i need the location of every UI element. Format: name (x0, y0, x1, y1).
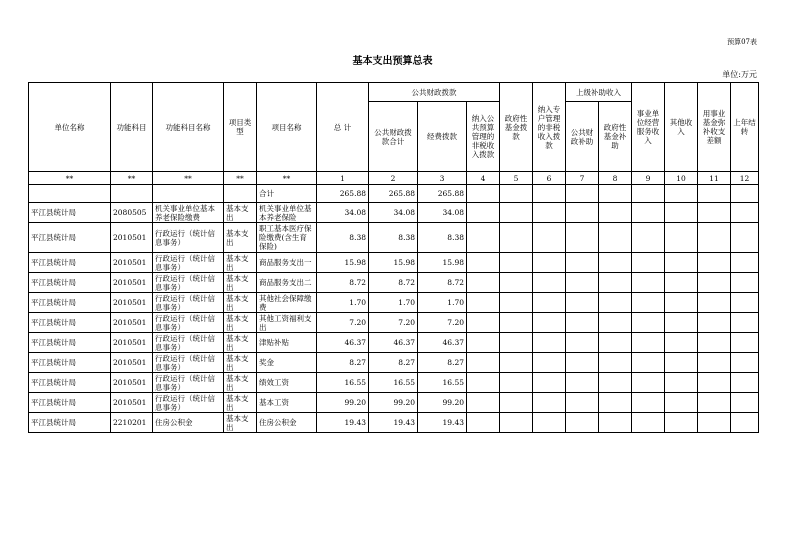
item-type-cell: 基本支出 (224, 313, 257, 333)
header-row-1 (29, 83, 759, 102)
total-pf-subtotal: 265.88 (369, 185, 418, 203)
code-cell: 2010501 (111, 223, 153, 253)
code-cell: 2080505 (111, 203, 153, 223)
pf-subtotal-cell: 8.72 (369, 273, 418, 293)
table-row (29, 313, 759, 333)
index-row (29, 172, 759, 185)
pf-funding-cell: 15.98 (418, 253, 467, 273)
unit-cell: 平江县统计局 (29, 253, 111, 273)
header-operating-income: 事业单位经营服务收入 (632, 83, 665, 172)
table-row (29, 373, 759, 393)
total-cell: 19.43 (317, 413, 369, 433)
item-name-cell: 商品服务支出二 (257, 273, 317, 293)
item-name-cell: 职工基本医疗保险缴费(含生育保险) (257, 223, 317, 253)
pf-funding-cell: 8.27 (418, 353, 467, 373)
total-cell: 16.55 (317, 373, 369, 393)
item-type-cell: 基本支出 (224, 293, 257, 313)
pf-subtotal-cell: 34.08 (369, 203, 418, 223)
item-type-cell: 基本支出 (224, 333, 257, 353)
unit-cell: 平江县统计局 (29, 353, 111, 373)
code-cell: 2010501 (111, 393, 153, 413)
item-name-cell: 绩效工资 (257, 373, 317, 393)
item-type-cell: 基本支出 (224, 273, 257, 293)
code-cell: 2010501 (111, 373, 153, 393)
unit-cell: 平江县统计局 (29, 413, 111, 433)
pf-subtotal-cell: 19.43 (369, 413, 418, 433)
func-name-cell: 住房公积金 (153, 413, 224, 433)
total-label: 合计 (257, 185, 317, 203)
header-nontax-special: 纳入专户管理的非税收入拨款 (533, 83, 566, 172)
code-cell: 2010501 (111, 333, 153, 353)
pf-funding-cell: 34.08 (418, 203, 467, 223)
unit-cell: 平江县统计局 (29, 223, 111, 253)
code-cell: 2010501 (111, 293, 153, 313)
pf-subtotal-cell: 16.55 (369, 373, 418, 393)
unit-cell: 平江县统计局 (29, 393, 111, 413)
unit-cell: 平江县统计局 (29, 273, 111, 293)
pf-subtotal-cell: 8.38 (369, 223, 418, 253)
pf-subtotal-cell: 8.27 (369, 353, 418, 373)
header-sub-fund: 政府性基金补助 (599, 102, 632, 172)
item-type-cell: 基本支出 (224, 373, 257, 393)
header-item-type: 项目类型 (224, 83, 257, 172)
table-row (29, 353, 759, 373)
pf-funding-cell: 7.20 (418, 313, 467, 333)
header-carryover: 上年结转 (731, 83, 759, 172)
index-cell: 11 (698, 172, 731, 185)
item-name-cell: 其他工资福利支出 (257, 313, 317, 333)
item-type-cell: 基本支出 (224, 253, 257, 273)
total-cell: 15.98 (317, 253, 369, 273)
header-unit-name: 单位名称 (29, 83, 111, 172)
header-func-code: 功能科目 (111, 83, 153, 172)
item-name-cell: 商品服务支出一 (257, 253, 317, 273)
index-cell: ** (224, 172, 257, 185)
item-type-cell: 基本支出 (224, 223, 257, 253)
total-cell: 8.72 (317, 273, 369, 293)
table-row (29, 413, 759, 433)
func-name-cell: 行政运行（统计信息事务） (153, 353, 224, 373)
header-superior-subsidy: 上级补助收入 (566, 83, 632, 102)
pf-funding-cell: 8.72 (418, 273, 467, 293)
total-amount: 265.88 (317, 185, 369, 203)
index-cell: 8 (599, 172, 632, 185)
func-name-cell: 机关事业单位基本养老保险缴费 (153, 203, 224, 223)
unit-cell: 平江县统计局 (29, 313, 111, 333)
unit-cell: 平江县统计局 (29, 373, 111, 393)
item-name-cell: 津贴补贴 (257, 333, 317, 353)
code-cell: 2010501 (111, 353, 153, 373)
header-gov-fund: 政府性基金拨款 (500, 83, 533, 172)
header-func-name: 功能科目名称 (153, 83, 224, 172)
header-nontax-in-budget: 纳入公共预算管理的非税收入拨款 (467, 102, 500, 172)
item-name-cell: 奖金 (257, 353, 317, 373)
code-cell: 2010501 (111, 253, 153, 273)
header-sub-public: 公共财政补助 (566, 102, 599, 172)
pf-subtotal-cell: 99.20 (369, 393, 418, 413)
form-number: 预算07表 (727, 38, 757, 46)
index-cell: 12 (731, 172, 759, 185)
table-row (29, 203, 759, 223)
table-row (29, 393, 759, 413)
table-row (29, 223, 759, 253)
index-cell: 5 (500, 172, 533, 185)
table-row (29, 253, 759, 273)
code-cell: 2010501 (111, 313, 153, 333)
unit-cell: 平江县统计局 (29, 293, 111, 313)
total-cell: 1.70 (317, 293, 369, 313)
index-cell: ** (111, 172, 153, 185)
total-cell: 34.08 (317, 203, 369, 223)
item-name-cell: 机关事业单位基本养老保险 (257, 203, 317, 223)
index-cell: 10 (665, 172, 698, 185)
pf-funding-cell: 46.37 (418, 333, 467, 353)
unit-label: 单位:万元 (722, 70, 757, 79)
budget-table (28, 82, 759, 433)
total-pf-funding: 265.88 (418, 185, 467, 203)
total-cell: 99.20 (317, 393, 369, 413)
total-cell: 46.37 (317, 333, 369, 353)
code-cell: 2210201 (111, 413, 153, 433)
table-row (29, 293, 759, 313)
total-cell: 7.20 (317, 313, 369, 333)
index-cell: ** (257, 172, 317, 185)
total-cell: 8.27 (317, 353, 369, 373)
func-name-cell: 行政运行（统计信息事务） (153, 293, 224, 313)
header-pf-subtotal: 公共财政拨款合计 (369, 102, 418, 172)
func-name-cell: 行政运行（统计信息事务） (153, 373, 224, 393)
index-cell: 7 (566, 172, 599, 185)
index-cell: 4 (467, 172, 500, 185)
total-row (29, 185, 759, 203)
table-row (29, 333, 759, 353)
pf-subtotal-cell: 15.98 (369, 253, 418, 273)
header-public-finance: 公共财政拨款 (369, 83, 500, 102)
item-type-cell: 基本支出 (224, 203, 257, 223)
header-total: 总 计 (317, 83, 369, 172)
pf-subtotal-cell: 7.20 (369, 313, 418, 333)
func-name-cell: 行政运行（统计信息事务） (153, 223, 224, 253)
item-type-cell: 基本支出 (224, 353, 257, 373)
func-name-cell: 行政运行（统计信息事务） (153, 253, 224, 273)
pf-subtotal-cell: 1.70 (369, 293, 418, 313)
page-title: 基本支出预算总表 (352, 56, 433, 67)
pf-funding-cell: 1.70 (418, 293, 467, 313)
index-cell: 3 (418, 172, 467, 185)
index-cell: 6 (533, 172, 566, 185)
index-cell: 1 (317, 172, 369, 185)
item-type-cell: 基本支出 (224, 393, 257, 413)
unit-cell: 平江县统计局 (29, 333, 111, 353)
index-cell: ** (153, 172, 224, 185)
func-name-cell: 行政运行（统计信息事务） (153, 273, 224, 293)
unit-cell: 平江县统计局 (29, 203, 111, 223)
item-name-cell: 其他社会保障缴费 (257, 293, 317, 313)
code-cell: 2010501 (111, 273, 153, 293)
header-reserve-fund: 用事业基金弥补收支差额 (698, 83, 731, 172)
func-name-cell: 行政运行（统计信息事务） (153, 393, 224, 413)
header-other-income: 其他收入 (665, 83, 698, 172)
pf-funding-cell: 16.55 (418, 373, 467, 393)
total-cell: 8.38 (317, 223, 369, 253)
index-cell: 9 (632, 172, 665, 185)
pf-funding-cell: 8.38 (418, 223, 467, 253)
index-cell: ** (29, 172, 111, 185)
pf-funding-cell: 99.20 (418, 393, 467, 413)
func-name-cell: 行政运行（统计信息事务） (153, 333, 224, 353)
header-pf-funding: 经费拨款 (418, 102, 467, 172)
item-name-cell: 基本工资 (257, 393, 317, 413)
header-item-name: 项目名称 (257, 83, 317, 172)
pf-funding-cell: 19.43 (418, 413, 467, 433)
table-body (29, 203, 759, 433)
index-cell: 2 (369, 172, 418, 185)
table-row (29, 273, 759, 293)
item-name-cell: 住房公积金 (257, 413, 317, 433)
pf-subtotal-cell: 46.37 (369, 333, 418, 353)
func-name-cell: 行政运行（统计信息事务） (153, 313, 224, 333)
item-type-cell: 基本支出 (224, 413, 257, 433)
